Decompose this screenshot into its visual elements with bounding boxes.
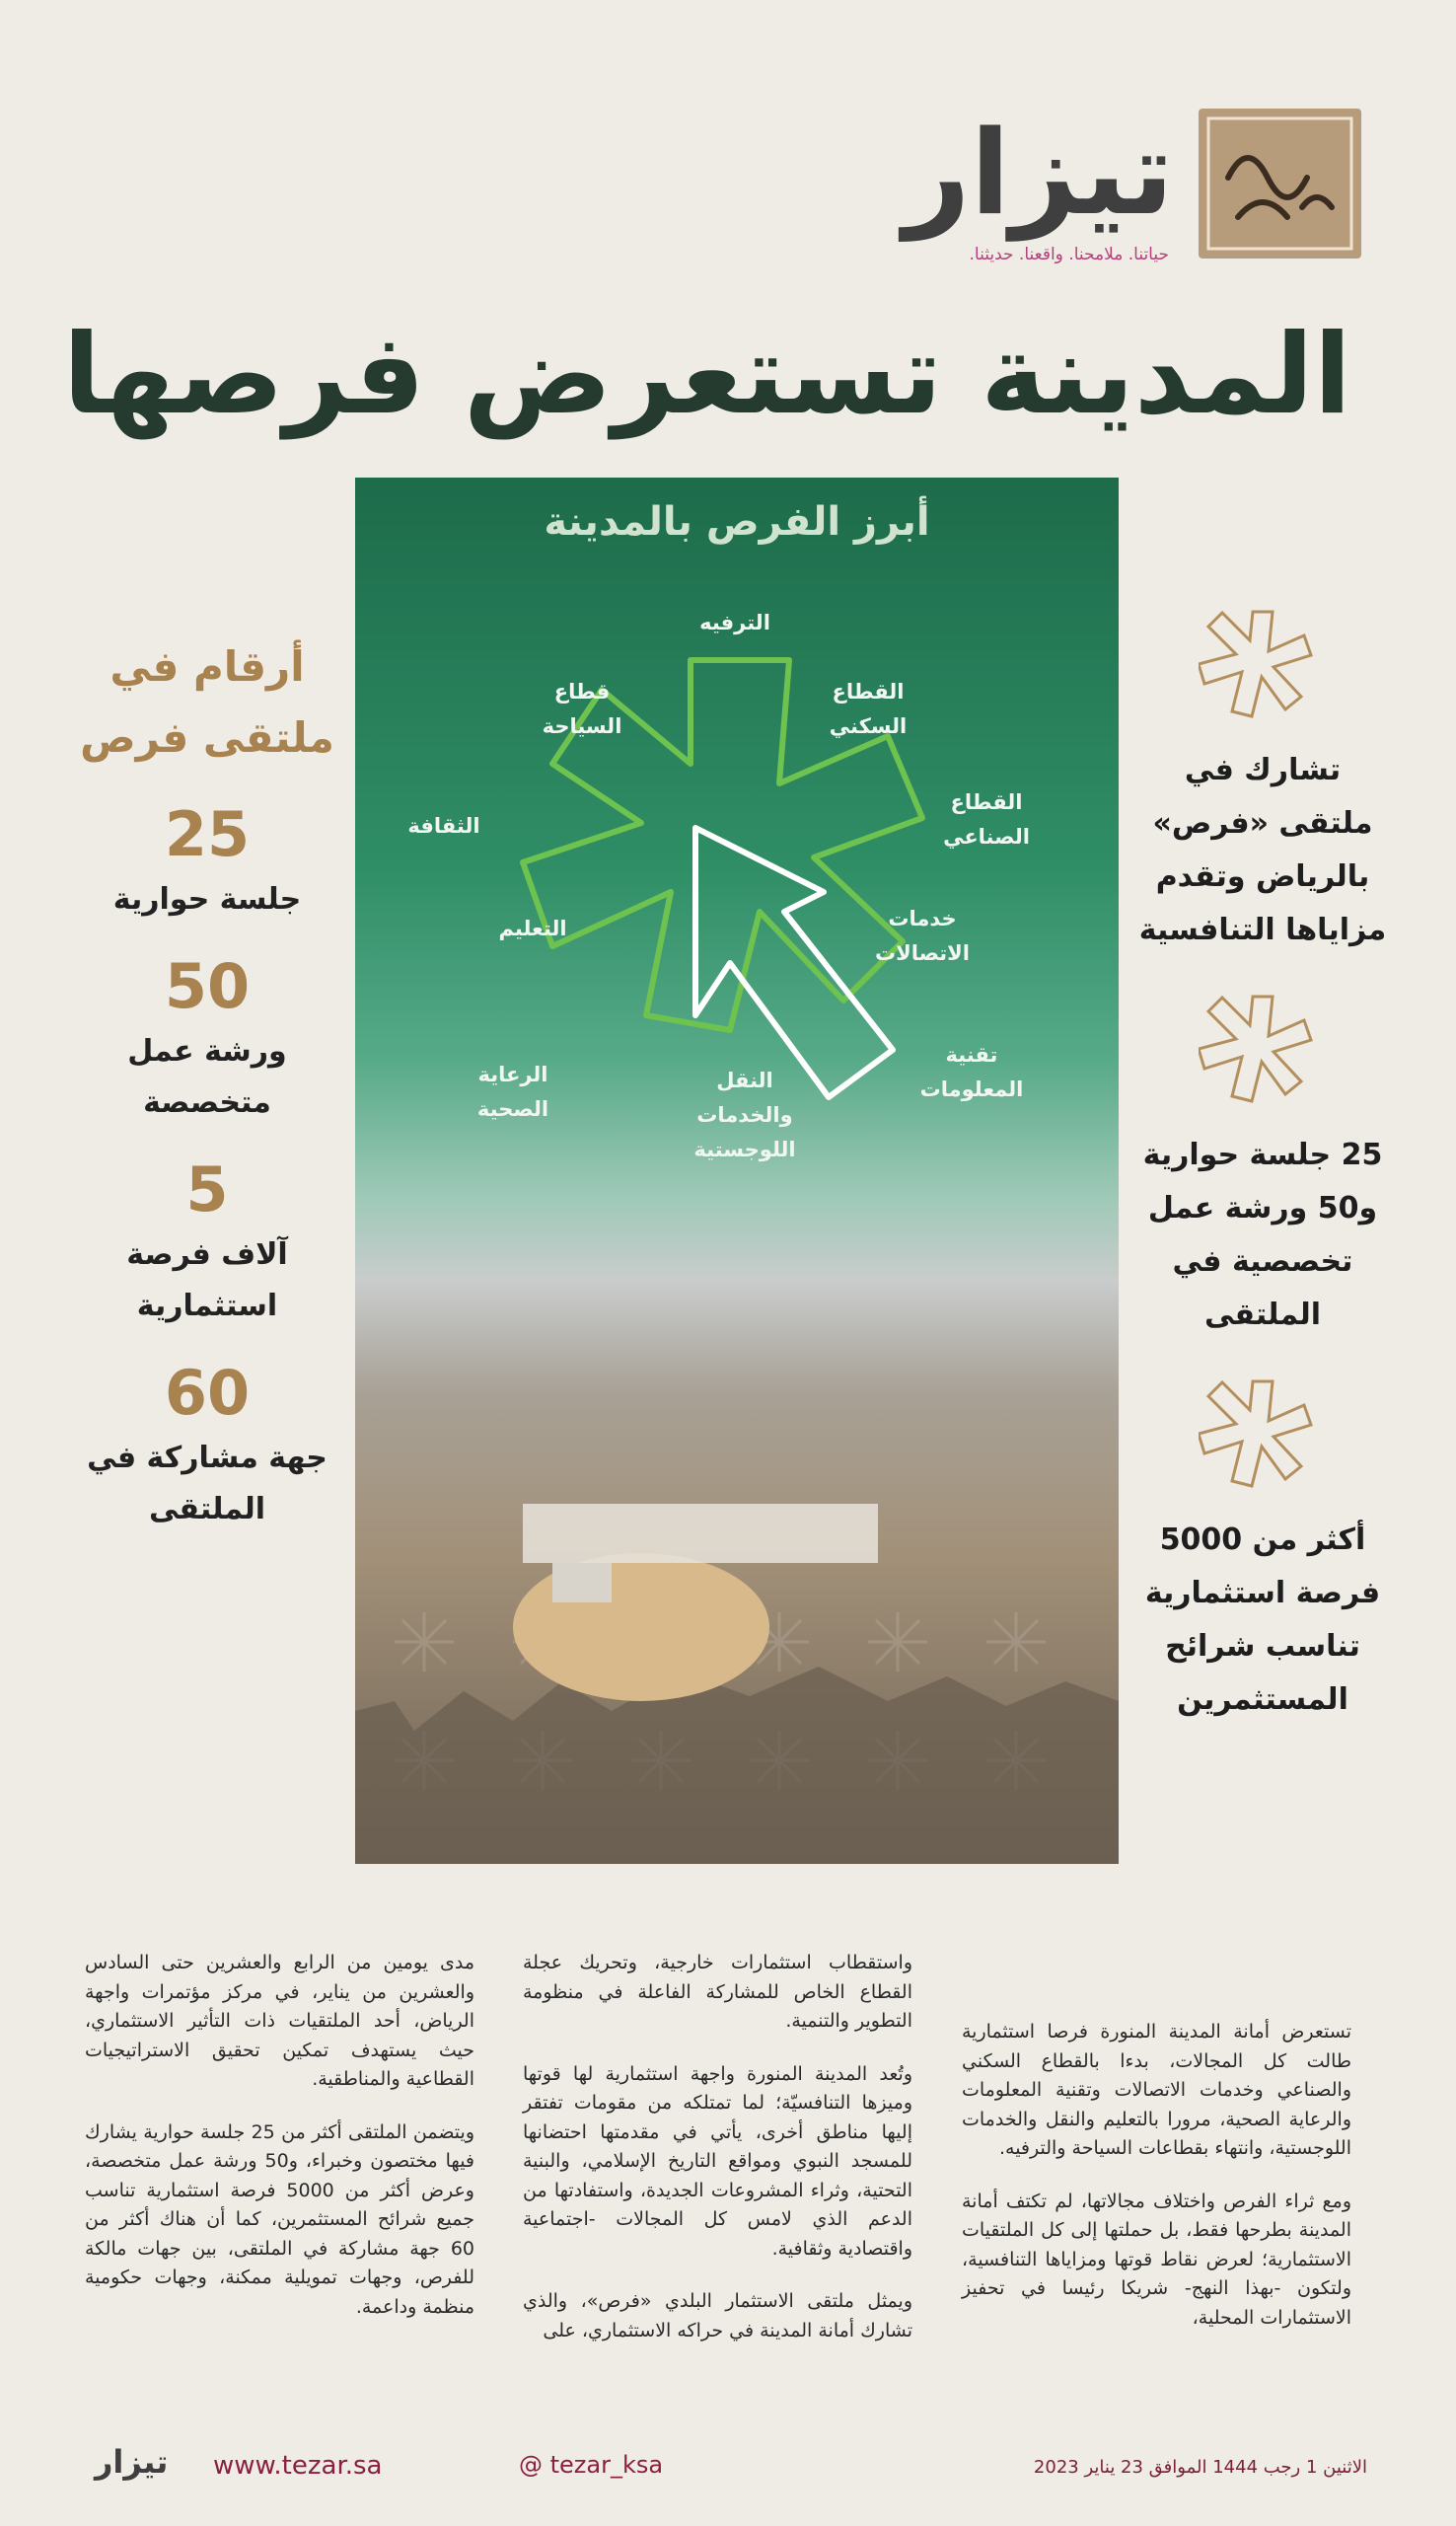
stat-value: 25 bbox=[164, 798, 251, 870]
article-paragraph: واستقطاب استثمارات خارجية، وتحريك عجلة القطاع الخاص للمشاركة الفاعلة في منظومة التطوير والتنمية. bbox=[523, 1952, 912, 2032]
footer bbox=[85, 2439, 1367, 2498]
highlight-text: أكثر من 5000 فرصة استثمارية تناسب شرائح المستثمرين bbox=[1144, 1523, 1381, 1717]
logo-emblem bbox=[1199, 109, 1361, 259]
article-paragraph: ويتضمن الملتقى أكثر من 25 جلسة حوارية يشارك فيها مختصون وخبراء، و50 ورشة عمل متخصصة، وعرض أكثر من 5000 فرصة استثمارية تناسب جميع شرائح المستثمرين، كما أن هناك أكثر من 60 جهة مشاركة في الملتقى، بين جهات مالكة للفرص، وجهات تمويلية ممكنة، وجهات حكومية منظمة وداعمة. bbox=[85, 2120, 475, 2318]
article-column-2 bbox=[523, 1949, 912, 2369]
city-skyline bbox=[355, 1504, 1119, 1864]
asterisk-icon bbox=[1199, 1372, 1327, 1500]
masthead bbox=[903, 99, 1361, 266]
sector-telecom: خدمات الاتصالات bbox=[874, 907, 971, 965]
sector-entertainment: الترفيه bbox=[699, 611, 770, 634]
article-column-1 bbox=[962, 2018, 1351, 2356]
opportunities-panel bbox=[355, 478, 1119, 1864]
issue-date: الاثنين 1 رجب 1444 الموافق 23 يناير 2023 bbox=[1033, 2457, 1367, 2478]
article-paragraph: وتُعد المدينة المنورة واجهة استثمارية لها قوتها وميزها التنافسيّة؛ لما تمتلكه من مقومات تفتقر إليها مناطق أخرى، يأتي في مقدمتها احتضانها للمسجد النبوي ومواقع التاريخ الإسلامي، والبنية التحتية، وثراء المشروعات الجديدة، واستفادتها من الدعم الذي لامس كل المجالات -اجتماعية واقتصادية وثقافية. bbox=[523, 2062, 912, 2260]
article-column-3 bbox=[85, 1949, 474, 2345]
numbers-column bbox=[79, 632, 335, 1535]
article-paragraph: مدى يومين من الرابع والعشرين حتى السادس والعشرين من يناير، في مركز مؤتمرات واجهة الرياض، أحد الملتقيات ذات التأثير الاستثماري، حيث يستهدف تمكين تحقيق الاستراتيجيات القطاعية والمناطقية. bbox=[85, 1952, 474, 2090]
article bbox=[85, 1949, 1351, 2403]
article-paragraph: تستعرض أمانة المدينة المنورة فرصا استثمارية طالت كل المجالات، بدءا بالقطاع السكني والصناعي وخدمات الاتصالات وتقنية المعلومات والرعاية الصحية، مرورا بالتعليم والنقل والخدمات اللوجستية، وانتهاء بقطاعات السياحة والترفيه. bbox=[962, 2021, 1351, 2159]
brand-wordmark[interactable]: تيزار bbox=[903, 105, 1174, 241]
social-handle[interactable]: @ tezar_ksa bbox=[519, 2451, 664, 2479]
headline: المدينة تستعرض فرصها bbox=[62, 311, 1351, 439]
sector-healthcare: الرعاية الصحية bbox=[476, 1063, 549, 1121]
stat-value: 60 bbox=[164, 1357, 251, 1429]
panel-title: أبرز الفرص بالمدينة bbox=[544, 499, 930, 545]
stat-label: جلسة حوارية bbox=[112, 882, 302, 917]
asterisk-icon bbox=[1199, 602, 1327, 730]
highlight-text: تشارك في ملتقى «فرص» بالرياض وتقدم مزاياها التنافسية bbox=[1138, 753, 1387, 947]
numbers-title: أرقام في ملتقى فرص bbox=[80, 642, 334, 762]
panel-graphics bbox=[355, 478, 1119, 1864]
sector-education: التعليم bbox=[498, 917, 567, 940]
stat-label: ورشة عمل متخصصة bbox=[127, 1034, 287, 1120]
stat-value: 5 bbox=[185, 1153, 229, 1226]
sector-residential: القطاع السكني bbox=[829, 680, 908, 738]
highlights-column bbox=[1134, 602, 1391, 1727]
website-link[interactable]: www.tezar.sa bbox=[213, 2451, 383, 2481]
asterisk-icon bbox=[1199, 987, 1327, 1115]
tagline: حياتنا. ملامحنا. واقعنا. حديثنا. bbox=[969, 245, 1169, 264]
sector-culture: الثقافة bbox=[407, 814, 480, 838]
article-paragraph: ومع ثراء الفرص واختلاف مجالاتها، لم تكتف أمانة المدينة بطرحها فقط، بل حملتها إلى كل الملتقيات الاستثمارية؛ لعرض نقاط قوتها ومزاياها التنافسية، ولتكون -بهذا النهج- شريكا رئيسا في تحفيز الاستثمارات المحلية، bbox=[962, 2190, 1351, 2329]
footer-brand: تيزار bbox=[95, 2443, 169, 2481]
sector-it: تقنية المعلومات bbox=[919, 1043, 1024, 1101]
highlight-text: 25 جلسة حوارية و50 ورشة عمل تخصصية في الملتقى bbox=[1142, 1138, 1383, 1332]
stat-label: آلاف فرصة استثمارية bbox=[126, 1237, 288, 1323]
article-paragraph: ويمثل ملتقى الاستثمار البلدي «فرص»، والذي تشارك أمانة المدينة في حراكه الاستثماري، على bbox=[523, 2290, 912, 2341]
sector-tourism: قطاع السياحة bbox=[542, 680, 622, 738]
stat-value: 50 bbox=[164, 950, 251, 1022]
sector-industrial: القطاع الصناعي bbox=[943, 790, 1030, 849]
sector-logistics: النقل والخدمات اللوجستية bbox=[693, 1069, 796, 1161]
stat-label: جهة مشاركة في الملتقى bbox=[87, 1441, 328, 1526]
